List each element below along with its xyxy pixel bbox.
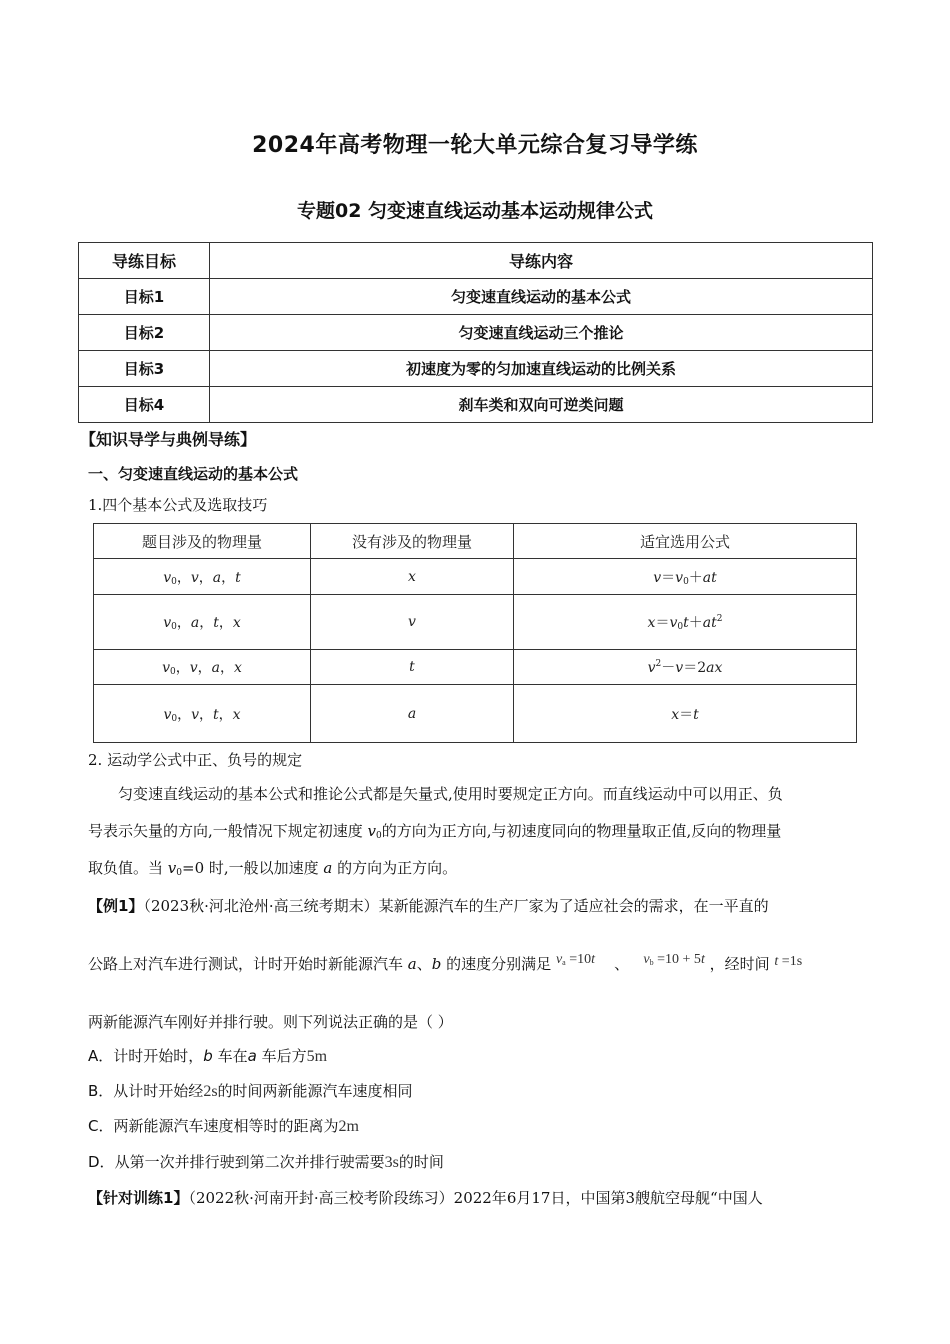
goals-table-header	[79, 243, 873, 279]
goal-content: 匀变速直线运动三个推论	[210, 315, 873, 351]
paragraph-line: 取负值。当 $v_0=0$ 时,一般以加速度 a 的方向为正方向。	[88, 859, 458, 878]
topic-subtitle: 专题02 匀变速直线运动基本运动规律公式	[296, 200, 654, 222]
training-tag: 【针对训练1】	[88, 1189, 189, 1207]
section-header: 【知识导学与典例导练】	[80, 430, 257, 449]
goal-label: 目标2	[79, 315, 210, 351]
option-d[interactable]: D．从第一次并排行驶到第二次并排行驶需要3s的时间	[88, 1153, 444, 1171]
document-title: 2024年高考物理一轮大单元综合复习导学练	[252, 133, 698, 158]
table-row	[79, 279, 873, 315]
section-heading: 一、匀变速直线运动的基本公式	[88, 465, 299, 483]
formula-cell: v	[311, 595, 514, 650]
training-1-line: 【针对训练1】（2022秋·河南开封·高三校考阶段练习）2022年6月17日，中国第3艘航空母舰“中国人	[88, 1189, 763, 1207]
example-1-line1: 【例1】（2023秋·河北沧州·高三统考期末）某新能源汽车的生产厂家为了适应社会的需求，在一平直的	[88, 897, 769, 915]
formula-cell: $v_0$，v，t，x	[94, 685, 311, 743]
option-a[interactable]: A．计时开始时，b 车在a 车后方5m	[88, 1047, 328, 1065]
goal-content: 初速度为零的匀加速直线运动的比例关系	[210, 351, 873, 387]
goal-label: 目标1	[79, 279, 210, 315]
goals-header-goal: 导练目标	[79, 243, 210, 279]
table-row	[94, 685, 857, 743]
goal-label: 目标3	[79, 351, 210, 387]
formula-cell: $v_0$，v，a，t	[94, 559, 311, 595]
formula-cell: x	[311, 559, 514, 595]
formula-cell: $v_0$，v，a，x	[94, 650, 311, 685]
formula-cell: $x=v_0t+at^2$	[514, 595, 857, 650]
goal-content: 刹车类和双向可逆类问题	[210, 387, 873, 423]
formula-cell: a	[311, 685, 514, 743]
goals-header-content: 导练内容	[210, 243, 873, 279]
paragraph-line: 号表示矢量的方向,一般情况下规定初速度 $v_0$的方向为正方向,与初速度同向的物理量取正值,反向的物理量	[88, 822, 782, 841]
formula-cell: $v_0$，a，t，x	[94, 595, 311, 650]
formula-cell: x＝t	[514, 685, 857, 743]
example-1-line2: 公路上对汽车进行测试，计时开始时新能源汽车 a、b 的速度分别满足 $v_a =10t$ 、 $v_b =10 + 5t$ ，经时间 t =1s	[88, 952, 803, 973]
formula-table	[93, 523, 857, 743]
table-row	[94, 559, 857, 595]
goal-label: 目标4	[79, 387, 210, 423]
table-row	[94, 650, 857, 685]
goals-table	[78, 242, 873, 423]
paragraph-line: 匀变速直线运动的基本公式和推论公式都是矢量式,使用时要规定正方向。而直线运动中可以用正、负	[118, 785, 783, 803]
table-row	[79, 387, 873, 423]
option-c[interactable]: C．两新能源汽车速度相等时的距离为2m	[88, 1117, 359, 1135]
formula-header-formula: 适宜选用公式	[514, 524, 857, 559]
table-row	[79, 351, 873, 387]
example-1-line3: 两新能源汽车刚好并排行驶。则下列说法正确的是（ ）	[88, 1013, 453, 1031]
table-row	[79, 315, 873, 351]
formula-table-header	[94, 524, 857, 559]
example-tag: 【例1】	[88, 897, 144, 915]
subheading-formulas: 1.四个基本公式及选取技巧	[88, 496, 268, 514]
formula-header-involved: 题目涉及的物理量	[94, 524, 311, 559]
goal-content: 匀变速直线运动的基本公式	[210, 279, 873, 315]
subheading-signs: 2. 运动学公式中正、负号的规定	[88, 751, 303, 769]
formula-cell: $v=v_0+at$	[514, 559, 857, 595]
formula-cell: $v^2-v=2ax$	[514, 650, 857, 685]
table-row	[94, 595, 857, 650]
formula-header-absent: 没有涉及的物理量	[311, 524, 514, 559]
option-b[interactable]: B．从计时开始经2s的时间两新能源汽车速度相同	[88, 1082, 413, 1100]
example-source: （2023秋·河北沧州·高三统考期末）	[143, 897, 379, 915]
formula-cell: t	[311, 650, 514, 685]
